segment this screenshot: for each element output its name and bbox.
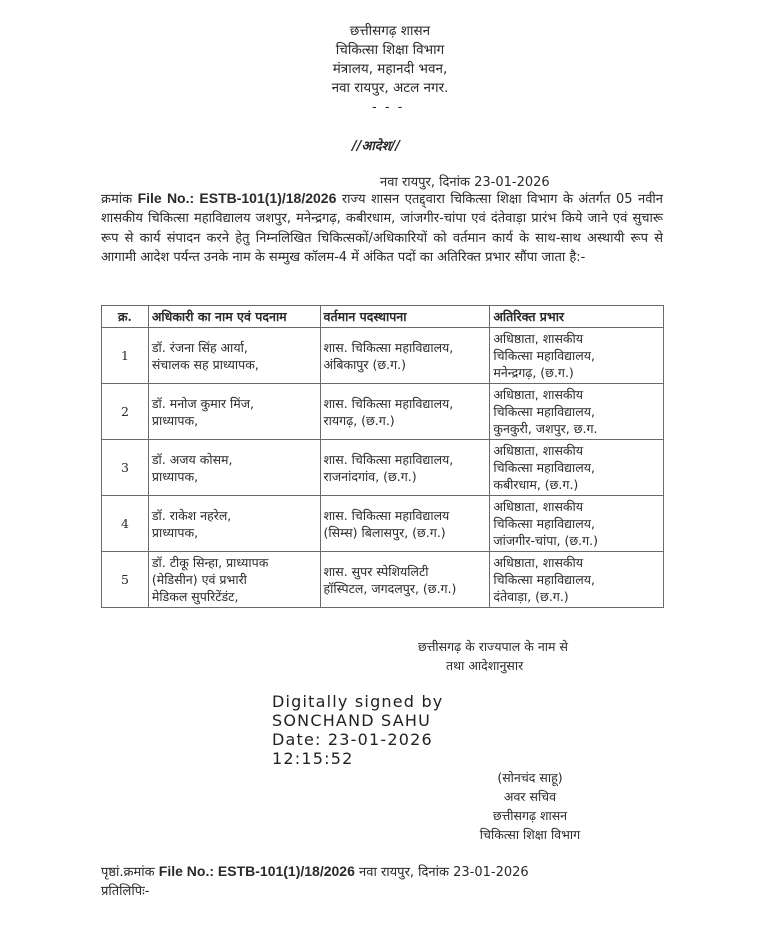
posting-line: शास. सुपर स्पेशियलिटी — [323, 563, 429, 579]
serial-number-cell: 5 — [102, 552, 149, 608]
charge-line: जांजगीर-चांपा, (छ.ग.) — [493, 533, 599, 548]
posting-line: अंबिकापुर (छ.ग.) — [323, 356, 406, 372]
officer-cell — [148, 440, 320, 496]
signatory-name: (सोनचंद साहू) — [497, 770, 563, 785]
endorsement-footer — [101, 862, 529, 901]
charge-line: कुनकुरी, जशपुर, छ.ग. — [493, 421, 598, 436]
posting-cell — [320, 384, 490, 440]
officer-cell — [148, 552, 320, 608]
officer-cell — [148, 328, 320, 384]
officers-table — [101, 305, 664, 608]
table-row — [102, 384, 664, 440]
digital-signature-stamp — [272, 692, 443, 768]
serial-number-cell: 2 — [102, 384, 149, 440]
posting-line: शास. चिकित्सा महाविद्यालय — [323, 507, 450, 523]
letterhead — [300, 22, 480, 98]
charge-line: अधिष्ठाता, शासकीय — [493, 555, 584, 570]
charge-line: चिकित्सा महाविद्यालय, — [493, 348, 595, 363]
charge-line: दंतेवाड़ा, (छ.ग.) — [493, 589, 569, 604]
charge-line: चिकित्सा महाविद्यालय, — [493, 404, 595, 419]
charge-line: चिकित्सा महाविद्यालय, — [493, 460, 595, 475]
posting-line: शास. चिकित्सा महाविद्यालय, — [323, 339, 454, 355]
column-header-serial: क्र. — [102, 306, 149, 328]
table-row — [102, 496, 664, 552]
kramank-label: क्रमांक — [101, 192, 133, 207]
table-row — [102, 440, 664, 496]
serial-number-cell: 4 — [102, 496, 149, 552]
charge-line: मनेन्द्रगढ़, (छ.ग.) — [493, 365, 574, 380]
charge-line: अधिष्ठाता, शासकीय — [493, 331, 584, 346]
endorsement-place-date: नवा रायपुर, दिनांक 23-01-2026 — [359, 865, 529, 880]
officer-line: संचालक सह प्राध्यापक, — [151, 356, 259, 372]
charge-line: अधिष्ठाता, शासकीय — [493, 499, 584, 514]
officer-line: मेडिकल सुपरिटेंडंट, — [151, 589, 239, 604]
file-number: File No.: ESTB-101(1)/18/2026 — [137, 190, 337, 206]
endorsement-file-number: File No.: ESTB-101(1)/18/2026 — [158, 863, 355, 879]
officer-line: प्राध्यापक, — [151, 524, 199, 540]
endorsement-line — [101, 862, 529, 882]
column-header-officer: अधिकारी का नाम एवं पदनाम — [148, 306, 320, 328]
posting-line: रायगढ़, (छ.ग.) — [323, 412, 395, 428]
officer-line: डॉ. अजय कोसम, — [151, 451, 233, 467]
charge-line: अधिष्ठाता, शासकीय — [493, 443, 584, 458]
order-title: //आदेश// — [352, 139, 401, 154]
column-header-posting: वर्तमान पदस्थापना — [320, 306, 490, 328]
letterhead-government: छत्तीसगढ़ शासन — [349, 23, 431, 39]
separator: - - - — [372, 100, 405, 115]
charge-cell — [490, 552, 664, 608]
officer-line: प्राध्यापक, — [151, 412, 199, 428]
governor-order-line-1: छत्तीसगढ़ के राज्यपाल के नाम से — [418, 639, 568, 654]
table-row — [102, 328, 664, 384]
officer-line: डॉ. रंजना सिंह आर्या, — [151, 339, 248, 355]
officer-cell — [148, 496, 320, 552]
column-header-charge: अतिरिक्त प्रभार — [490, 306, 664, 328]
posting-cell — [320, 552, 490, 608]
letterhead-department: चिकित्सा शिक्षा विभाग — [335, 42, 445, 58]
signatory-designation: अवर सचिव — [503, 789, 557, 804]
posting-line: हॉस्पिटल, जगदलपुर, (छ.ग.) — [323, 580, 457, 596]
posting-line: (सिम्स) बिलासपुर, (छ.ग.) — [323, 524, 446, 540]
signatory-department: चिकित्सा शिक्षा विभाग — [479, 827, 581, 842]
table-header-row — [102, 306, 664, 328]
charge-cell — [490, 496, 664, 552]
posting-line: राजनांदगांव, (छ.ग.) — [323, 468, 417, 484]
serial-number-cell: 1 — [102, 328, 149, 384]
signatory-block — [455, 768, 605, 844]
officer-line: डॉ. टीकू सिन्हा, प्राध्यापक — [151, 555, 269, 570]
digital-signature-signer: SONCHAND SAHU — [272, 711, 431, 730]
signatory-government: छत्तीसगढ़ शासन — [492, 808, 568, 823]
letterhead-address: नवा रायपुर, अटल नगर. — [331, 80, 449, 96]
charge-line: चिकित्सा महाविद्यालय, — [493, 516, 595, 531]
endorsement-label: पृष्ठां.क्रमांक — [101, 865, 155, 880]
order-place-date: नवा रायपुर, दिनांक 23-01-2026 — [380, 175, 550, 190]
digital-signature-time: 12:15:52 — [272, 749, 354, 768]
order-body: राज्य शासन एतद्द्वारा चिकित्सा शिक्षा विभाग के अंतर्गत 05 नवीन शासकीय चिकित्सा महाविद्यालय जशपुर, मनेन्द्रगढ़, कबीरधाम, जांजगीर-चांपा एवं दंतेवाड़ा प्रारंभ किये जाने एवं सुचारू रूप से कार्य संपादन करने हेतु निम्नलिखित चिकित्सकों/अधिकारियों को वर्तमान कार्य के साथ-साथ अस्थायी रूप से आगामी आदेश पर्यन्त उनके नाम के सम्मुख कॉलम-4 में अंकित पदों का अतिरिक्त प्रभार सौंपा जाता है:- — [101, 192, 663, 266]
charge-line: अधिष्ठाता, शासकीय — [493, 387, 584, 402]
charge-cell — [490, 440, 664, 496]
table-row — [102, 552, 664, 608]
charge-line: चिकित्सा महाविद्यालय, — [493, 572, 595, 587]
officer-line: डॉ. मनोज कुमार मिंज, — [151, 395, 254, 411]
officer-line: डॉ. राकेश नहरेल, — [151, 507, 232, 523]
posting-line: शास. चिकित्सा महाविद्यालय, — [323, 451, 454, 467]
order-paragraph — [101, 189, 663, 268]
digital-signature-date: Date: 23-01-2026 — [272, 730, 433, 749]
letterhead-ministry: मंत्रालय, महानदी भवन, — [332, 61, 448, 77]
posting-cell — [320, 440, 490, 496]
charge-line: कबीरधाम, (छ.ग.) — [493, 477, 579, 492]
officer-line: (मेडिसीन) एवं प्रभारी — [151, 572, 247, 587]
governor-order-line-2: तथा आदेशानुसार — [446, 658, 524, 673]
copy-to-label: प्रतिलिपिः- — [101, 884, 150, 899]
charge-cell — [490, 328, 664, 384]
posting-cell — [320, 496, 490, 552]
posting-cell — [320, 328, 490, 384]
digital-signature-label: Digitally signed by — [272, 692, 444, 711]
posting-line: शास. चिकित्सा महाविद्यालय, — [323, 395, 454, 411]
serial-number-cell: 3 — [102, 440, 149, 496]
officer-cell — [148, 384, 320, 440]
charge-cell — [490, 384, 664, 440]
officer-line: प्राध्यापक, — [151, 468, 199, 484]
